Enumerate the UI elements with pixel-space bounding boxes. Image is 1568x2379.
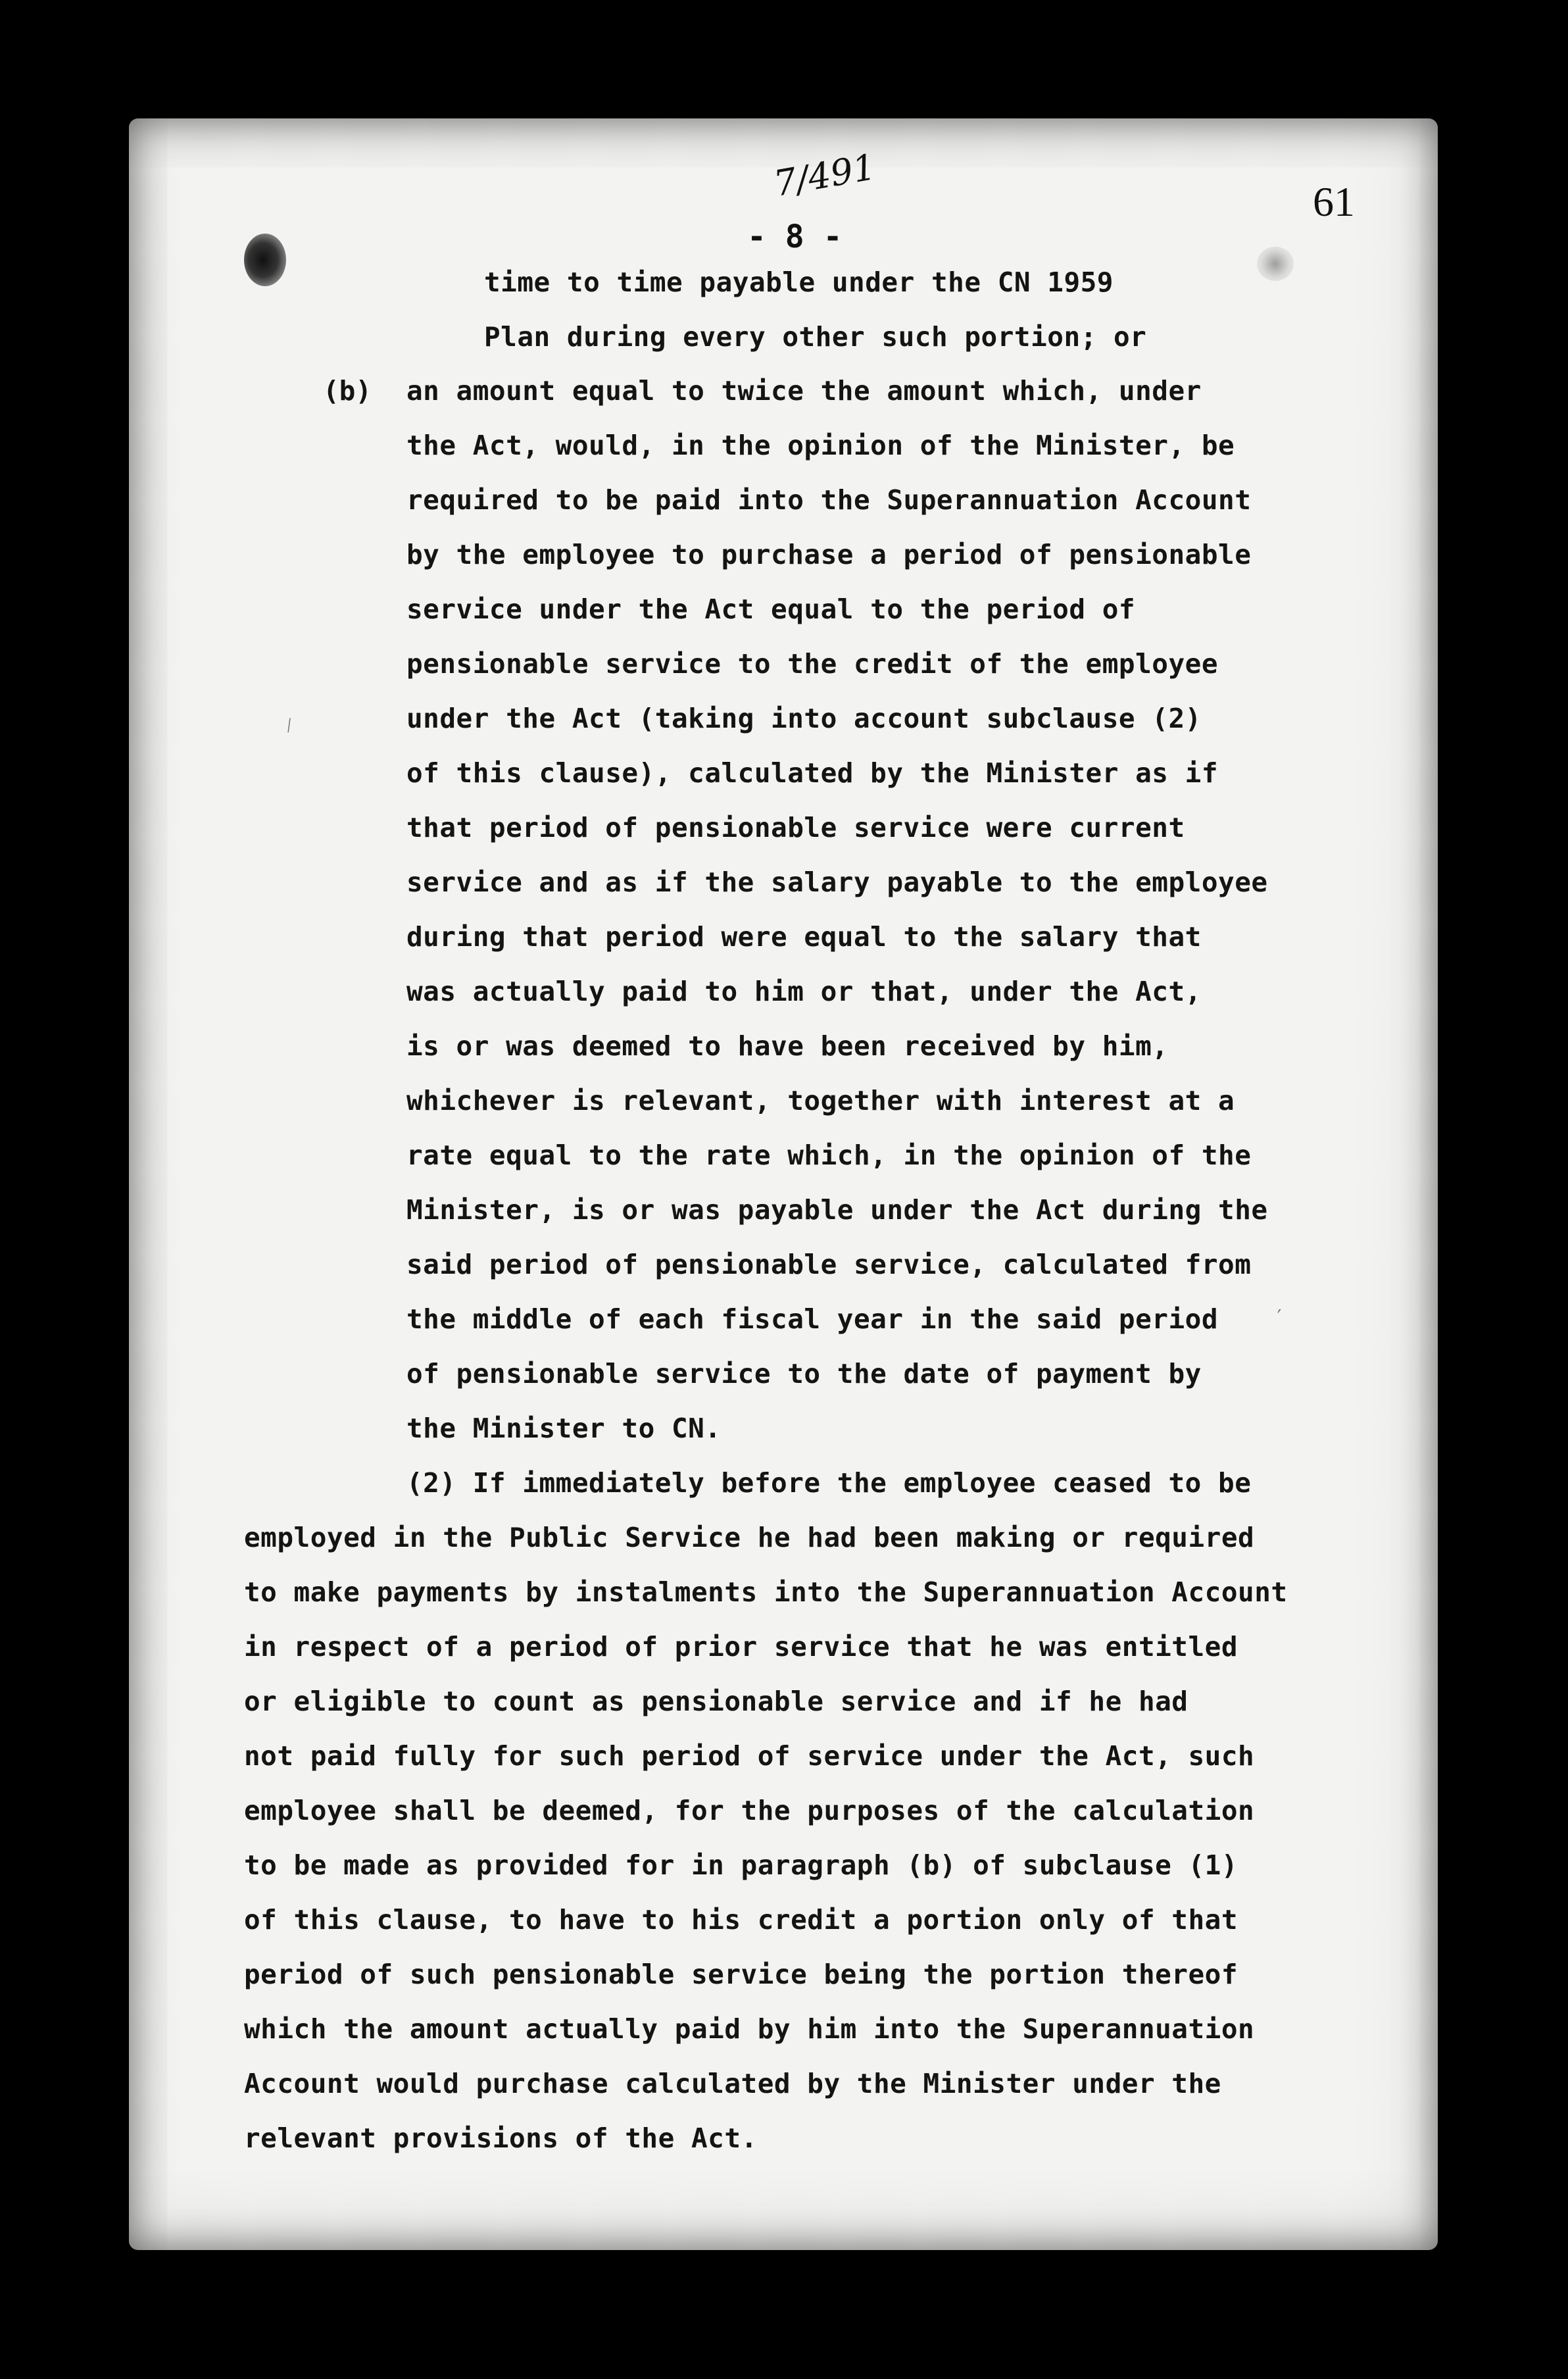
- text-line: employed in the Public Service he had been making or required: [244, 1522, 1255, 1553]
- text-line: pensionable service to the credit of the employee: [406, 648, 1219, 680]
- text-line: rate equal to the rate which, in the opinion of the: [406, 1139, 1252, 1171]
- text-line: was actually paid to him or that, under the Act,: [406, 976, 1202, 1007]
- text-line: of this clause), calculated by the Minister as if: [406, 757, 1219, 789]
- text-line: Minister, is or was payable under the Act during the: [406, 1194, 1268, 1226]
- text-line: required to be paid into the Superannuation Account: [406, 484, 1252, 516]
- text-line: to be made as provided for in paragraph (b) of subclause (1): [244, 1849, 1238, 1881]
- text-line: or eligible to count as pensionable service and if he had: [244, 1686, 1188, 1717]
- document-page: [129, 118, 1438, 2250]
- page-number: - 8 -: [747, 218, 843, 255]
- text-line: period of such pensionable service being the portion thereof: [244, 1959, 1238, 1990]
- text-line: the middle of each fiscal year in the said period: [406, 1303, 1219, 1335]
- text-line: of this clause, to have to his credit a portion only of that: [244, 1904, 1238, 1936]
- text-line: the Minister to CN.: [406, 1413, 722, 1444]
- paragraph-label: (b): [323, 375, 372, 407]
- text-line: the Act, would, in the opinion of the Minister, be: [406, 430, 1235, 461]
- text-line: service under the Act equal to the period of: [406, 593, 1136, 625]
- text-line: of pensionable service to the date of payment by: [406, 1358, 1202, 1390]
- text-line: whichever is relevant, together with interest at a: [406, 1085, 1235, 1116]
- text-line: to make payments by instalments into the Superannuation Account: [244, 1576, 1288, 1608]
- text-line: which the amount actually paid by him into the Superannuation: [244, 2013, 1255, 2045]
- stray-mark-icon: ′: [1273, 1306, 1286, 1329]
- folio-number: 61: [1313, 178, 1355, 225]
- text-line: Plan during every other such portion; or: [484, 321, 1147, 353]
- text-line: service and as if the salary payable to the employee: [406, 866, 1268, 898]
- text-line: relevant provisions of the Act.: [244, 2122, 758, 2154]
- text-line: in respect of a period of prior service that he was entitled: [244, 1631, 1238, 1663]
- handwritten-reference: 7/491: [770, 145, 879, 205]
- text-line: not paid fully for such period of service under the Act, such: [244, 1740, 1255, 1772]
- text-line: that period of pensionable service were current: [406, 812, 1185, 843]
- text-line: during that period were equal to the salary that: [406, 921, 1202, 953]
- text-line: said period of pensionable service, calculated from: [406, 1249, 1252, 1280]
- text-line: under the Act (taking into account subclause (2): [406, 703, 1202, 734]
- text-line: Account would purchase calculated by the Minister under the: [244, 2068, 1221, 2099]
- punch-hole-icon: [244, 234, 286, 286]
- text-line: time to time payable under the CN 1959: [484, 266, 1114, 298]
- ink-smudge-icon: [1257, 247, 1294, 281]
- pencil-mark-icon: ⁄: [280, 713, 299, 739]
- text-line: (2) If immediately before the employee ceased to be: [406, 1467, 1252, 1499]
- text-line: by the employee to purchase a period of pensionable: [406, 539, 1252, 570]
- text-line: an amount equal to twice the amount which, under: [406, 375, 1202, 407]
- text-line: employee shall be deemed, for the purposes of the calculation: [244, 1795, 1255, 1826]
- text-line: is or was deemed to have been received by him,: [406, 1030, 1169, 1062]
